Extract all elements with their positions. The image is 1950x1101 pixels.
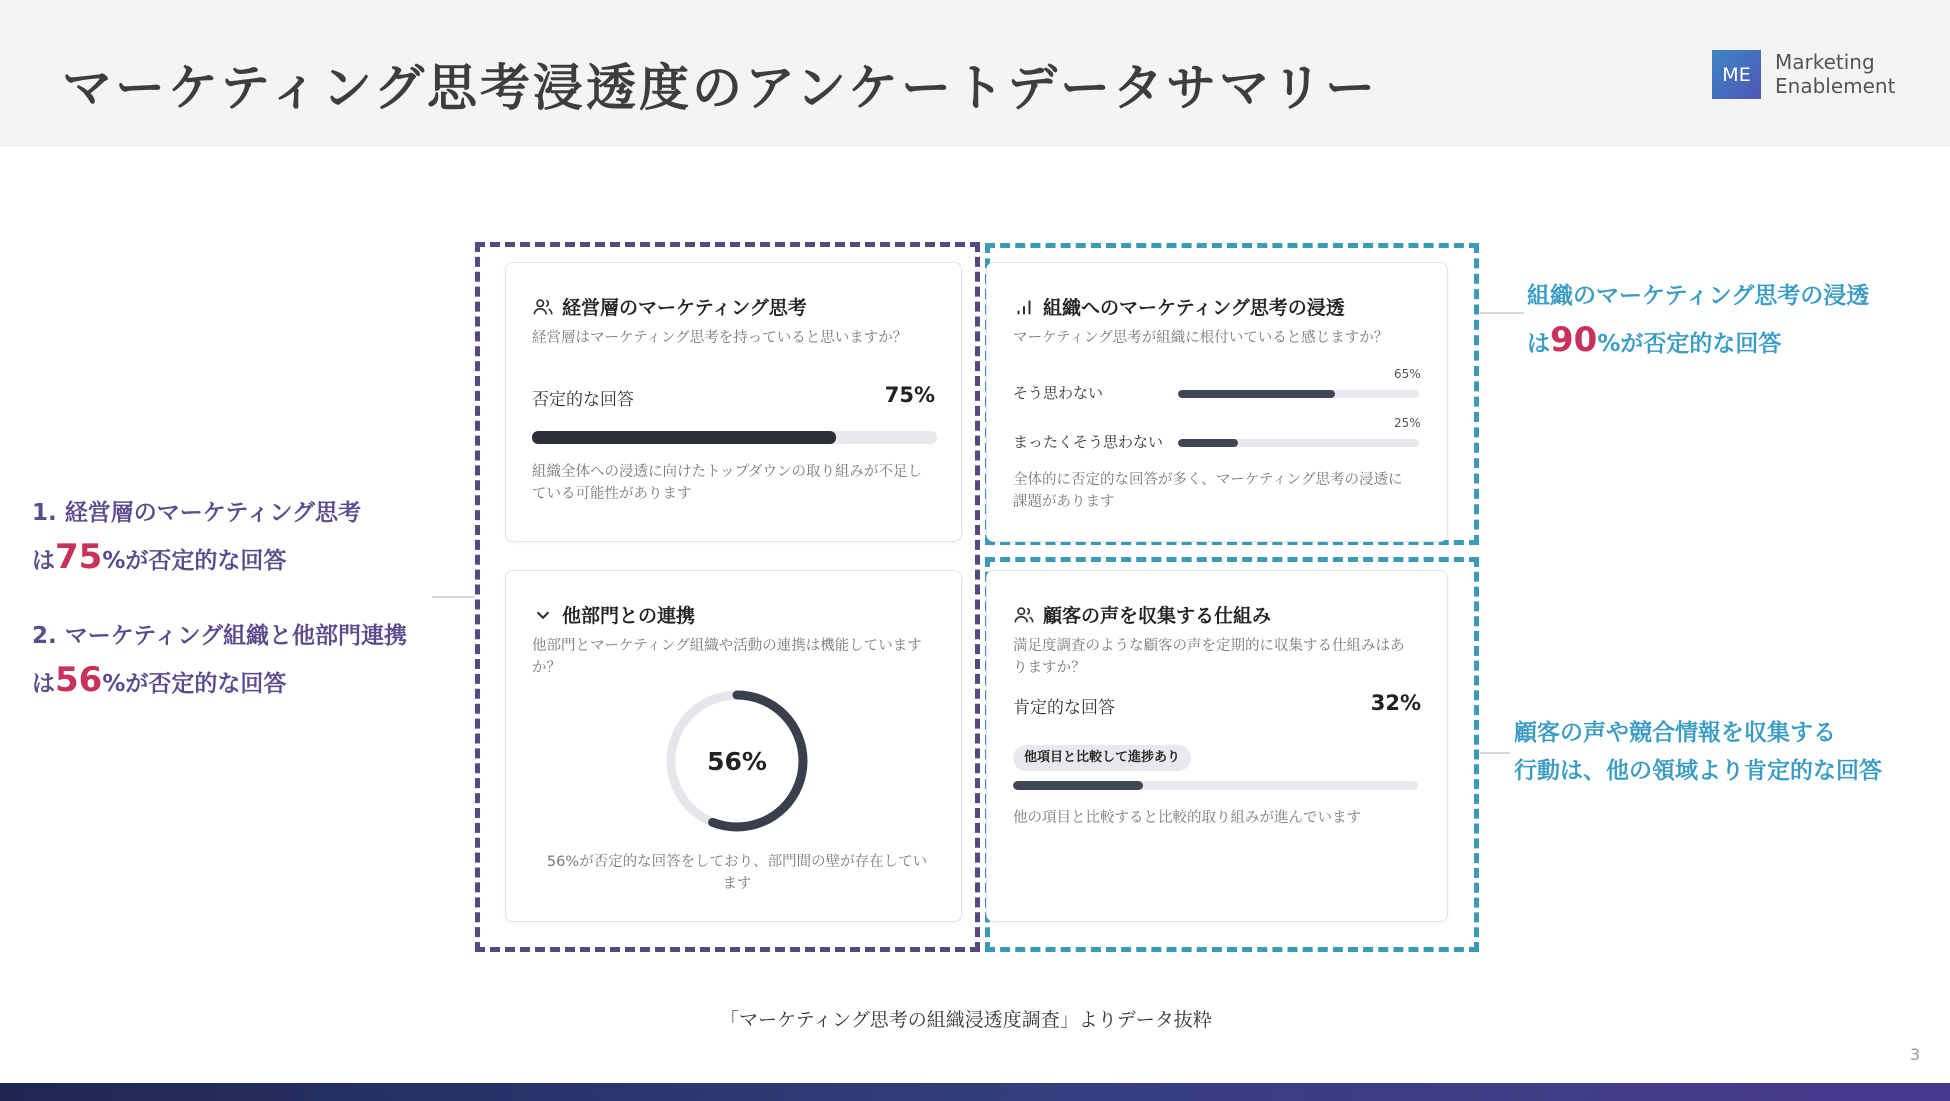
voice-stat-label: 肯定的な回答: [1013, 698, 1115, 718]
logo-text: [1775, 50, 1895, 98]
callout-executive-lead: は: [32, 548, 55, 574]
penetration-row2-fill: [1178, 439, 1238, 447]
bar-chart-icon: [1013, 296, 1035, 318]
callout-executive-number: 75: [55, 537, 103, 577]
callout-executive-suffix: %が否定的な回答: [102, 548, 287, 574]
right-top-connector: [1480, 312, 1524, 314]
callout-penetration-lead: は: [1527, 331, 1550, 357]
collaboration-card-header: [532, 601, 695, 628]
logo-mark: ME: [1712, 50, 1761, 99]
executive-stat-value: 75%: [884, 383, 935, 407]
callout-collaboration-line1: 2. マーケティング組織と他部門連携: [32, 623, 407, 649]
callout-collaboration-suffix: %が否定的な回答: [102, 671, 287, 697]
penetration-row2-pct: 25%: [1394, 416, 1421, 430]
chevron-down-icon: [532, 604, 554, 626]
page-title: マーケティング思考浸透度のアンケートデータサマリー: [62, 59, 1378, 117]
callout-penetration-suffix: %が否定的な回答: [1597, 331, 1782, 357]
callout-collaboration: [32, 614, 407, 706]
collaboration-card-title: 他部門との連携: [562, 605, 696, 627]
penetration-row2-bar: [1178, 439, 1419, 447]
penetration-row1-pct: 65%: [1394, 367, 1421, 381]
collaboration-question: 他部門とマーケティング組織や活動の連携は機能していますか？: [532, 638, 922, 676]
users-icon: [1013, 604, 1035, 626]
penetration-question: マーケティング思考が組織に根付いていると感じますか？: [1013, 330, 1389, 346]
right-bottom-connector: [1480, 752, 1510, 754]
voice-progress-bar: [1013, 781, 1418, 790]
callout-penetration-number: 90: [1550, 320, 1598, 360]
voice-question: 満足度調査のような顧客の声を定期的に収集する仕組みはありますか？: [1013, 638, 1405, 676]
logo-line-2: Enablement: [1775, 74, 1896, 98]
voice-progress-fill: [1013, 781, 1143, 790]
executive-card-header: [532, 293, 807, 320]
penetration-row1-fill: [1178, 390, 1335, 398]
callout-voice-line2: 行動は、他の領域より肯定的な回答: [1514, 758, 1882, 784]
penetration-note: 全体的に否定的な回答が多く、マーケティング思考の浸透に課題があります: [1013, 472, 1403, 510]
footer-bar: [0, 1083, 1950, 1101]
collaboration-note: 56%が否定的な回答をしており、部門間の壁が存在しています: [546, 854, 928, 892]
penetration-row1-label: そう思わない: [1013, 384, 1104, 402]
executive-progress-fill: [532, 431, 836, 444]
header-band: [0, 0, 1950, 147]
callout-collaboration-lead: は: [32, 671, 55, 697]
executive-card-title: 経営層のマーケティング思考: [562, 297, 807, 319]
executive-question: 経営層はマーケティング思考を持っていると思いますか？: [532, 330, 908, 346]
penetration-card-title: 組織へのマーケティング思考の浸透: [1043, 297, 1345, 319]
executive-progress-bar: [532, 431, 937, 444]
callout-voice-line1: 顧客の声や競合情報を収集する: [1514, 720, 1836, 746]
voice-card-title: 顧客の声を収集する仕組み: [1043, 605, 1272, 627]
users-icon: [532, 296, 554, 318]
callout-executive-line1: 1. 経営層のマーケティング思考: [32, 500, 361, 526]
callout-penetration-line1: 組織のマーケティング思考の浸透: [1527, 283, 1870, 309]
executive-card: [505, 262, 962, 542]
callout-penetration: [1527, 274, 1869, 366]
logo-line-1: Marketing: [1775, 50, 1875, 74]
voice-card: [986, 570, 1448, 922]
callout-collaboration-line2: [32, 658, 407, 706]
collaboration-gauge-value: 56%: [707, 746, 767, 776]
executive-stat-label: 否定的な回答: [532, 390, 634, 410]
voice-card-header: [1013, 601, 1271, 628]
executive-note: 組織全体への浸透に向けたトップダウンの取り組みが不足している可能性があります: [532, 464, 923, 502]
left-connector: [432, 596, 475, 598]
voice-stat-value: 32%: [1370, 691, 1421, 715]
callout-executive-line2: [32, 535, 361, 583]
callout-voice: [1514, 714, 1882, 790]
penetration-row2-label: まったくそう思わない: [1013, 433, 1164, 451]
voice-note: 他の項目と比較すると比較的取り組みが進んでいます: [1013, 810, 1361, 826]
callout-penetration-line2: [1527, 318, 1869, 366]
penetration-card: [986, 262, 1448, 542]
source-caption: 「マーケティング思考の組織浸透度調査」よりデータ抜粋: [720, 1009, 1212, 1031]
progress-badge: 他項目と比較して進捗あり: [1013, 745, 1191, 771]
callout-executive: [32, 491, 361, 583]
callout-collaboration-number: 56: [55, 660, 103, 700]
page-number: 3: [1910, 1045, 1921, 1064]
penetration-card-header: [1013, 293, 1345, 320]
penetration-row1-bar: [1178, 390, 1419, 398]
collaboration-card: [505, 570, 962, 922]
